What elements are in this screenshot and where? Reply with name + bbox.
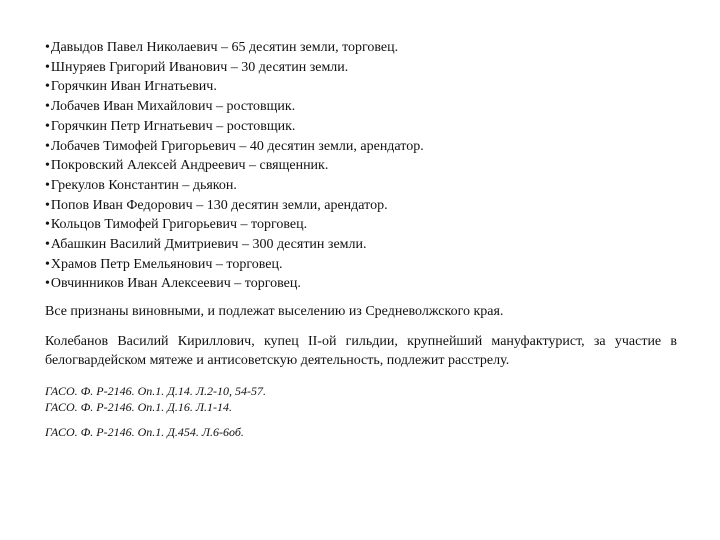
- bullet: •: [45, 197, 50, 213]
- bullet: •: [45, 79, 50, 95]
- list-item: [45, 156, 677, 176]
- bullet: •: [45, 276, 50, 292]
- list-item-text: Горячкин Иван Игнатьевич.: [50, 79, 217, 95]
- list-item-text: Лобачев Тимофей Григорьевич – 40 десятин земли, арендатор.: [50, 138, 424, 154]
- list-item-text: Горячкин Петр Игнатьевич – ростовщик.: [50, 118, 296, 134]
- verdict-paragraph: Все признаны виновными, и подлежат выселению из Средневолжского края.: [45, 304, 504, 320]
- list-item-text: Кольцов Тимофей Григорьевич – торговец.: [50, 217, 308, 233]
- list-item-text: Лобачев Иван Михайлович – ростовщик.: [50, 99, 296, 115]
- list-item-text: Покровский Алексей Андреевич – священник.: [50, 158, 329, 174]
- reference-line: ГАСО. Ф. Р-2146. Оп.1. Д.14. Л.2-10, 54-57.: [45, 384, 267, 399]
- list-item-text: Абашкин Василий Дмитриевич – 300 десятин земли.: [50, 237, 367, 253]
- list-item: [45, 58, 677, 78]
- list-item: [45, 215, 677, 235]
- bullet: •: [45, 59, 50, 75]
- persons-list: [45, 38, 677, 294]
- bullet: •: [45, 217, 50, 233]
- bullet: •: [45, 237, 50, 253]
- reference-line: ГАСО. Ф. Р-2146. Оп.1. Д.16. Л.1-14.: [45, 400, 233, 415]
- list-item: [45, 117, 677, 137]
- bullet: •: [45, 158, 50, 174]
- list-item-text: Попов Иван Федорович – 130 десятин земли, арендатор.: [50, 197, 388, 213]
- list-item: [45, 176, 677, 196]
- bullet: •: [45, 118, 50, 134]
- bullet: •: [45, 99, 50, 115]
- list-item: [45, 77, 677, 97]
- document-page: [45, 38, 677, 440]
- bullet: •: [45, 177, 50, 193]
- bullet: •: [45, 256, 50, 272]
- list-item: [45, 38, 677, 58]
- list-item: [45, 274, 677, 294]
- list-item-text: Грекулов Константин – дьякон.: [50, 177, 237, 193]
- list-item: [45, 137, 677, 157]
- list-item-text: Храмов Петр Емельянович – торговец.: [50, 256, 283, 272]
- bullet: •: [45, 40, 50, 55]
- list-item-text: Давыдов Павел Николаевич – 65 десятин земли, торговец.: [50, 40, 399, 55]
- list-item: [45, 196, 677, 216]
- archive-references: [45, 383, 677, 440]
- list-item: [45, 235, 677, 255]
- bullet: •: [45, 138, 50, 154]
- kolebanov-paragraph: Колебанов Василий Кириллович, купец II-ой гильдии, крупнейший мануфактурист, за участие в белогвардейском мятеже и антисоветскую деятельность, подлежит расстрелу.: [45, 334, 677, 369]
- list-item-text: Шнуряев Григорий Иванович – 30 десятин земли.: [50, 59, 349, 75]
- list-item-text: Овчинников Иван Алексеевич – торговец.: [50, 276, 301, 292]
- list-item: [45, 97, 677, 117]
- list-item: [45, 255, 677, 275]
- reference-line: ГАСО. Ф. Р-2146. Оп.1. Д.454. Л.6-6об.: [45, 425, 244, 440]
